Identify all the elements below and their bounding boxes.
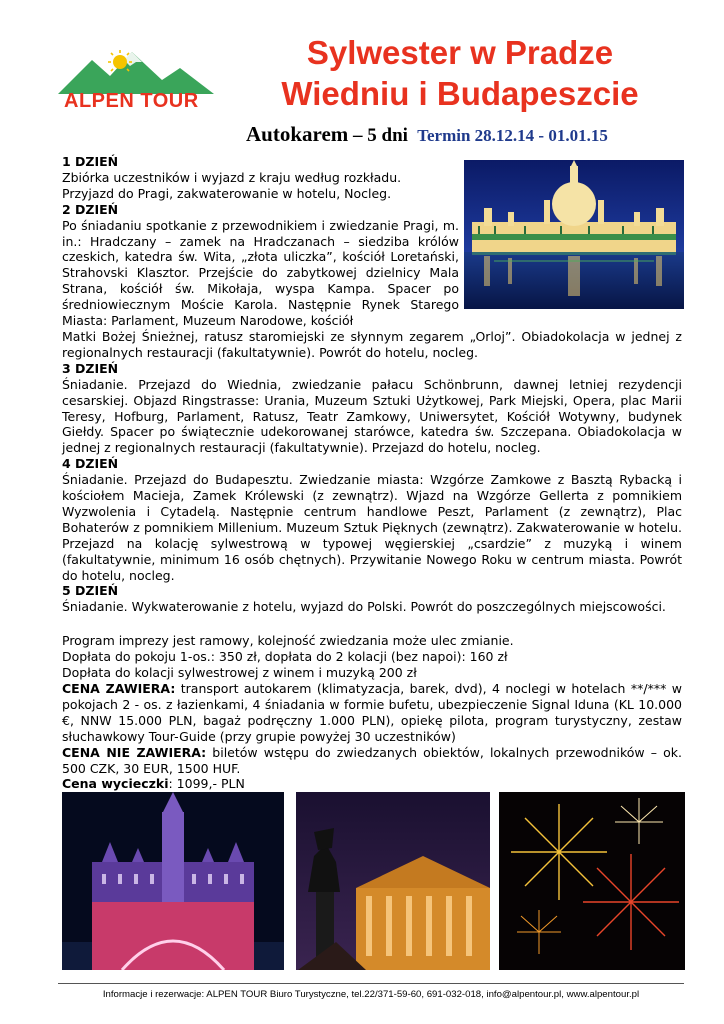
duration-label: – 5 dni <box>348 125 408 146</box>
day-text: Śniadanie. Wykwaterowanie z hotelu, wyjazd do Polski. Powrót do poszczególnych miejscowości. <box>62 599 666 615</box>
cena-nie-zawiera-text: biletów wstępu do zwiedzanych obiektów, lokalnych przewodników – ok. 500 CZK, 30 EUR, 1500 HUF. <box>62 744 682 776</box>
day-heading: 3 DZIEŃ <box>62 360 119 376</box>
footer-divider <box>58 983 684 984</box>
day-line: Zbiórka uczestników i wyjazd z kraju według rozkładu. <box>62 169 402 185</box>
cena-zawiera-text: transport autokarem (klimatyzacja, barek, dvd), 4 noclegi w hotelach **/*** w pokojach 2 - os. z łazienkami, 4 śniadania w formie bufetu, ubezpieczenie Signal Iduna (KL 10.000 €, NNW 15.000 PLN, bagaż podręczny 1.000 PLN), opiekę pilota, program turystyczny, zestaw słuchawkowy Tour-Guide (przy grupie powyżej 30 uczestników) <box>62 681 682 744</box>
cena-zawiera <box>62 681 682 745</box>
trip-subtitle <box>246 122 608 147</box>
day-text: Matki Bożej Śnieżnej, ratusz staromiejski ze słynnym zegarem „Orloj”. Obiadokolacja w jednej z regionalnych restauracji (fakultatywnie). Powrót do hotelu, nocleg. <box>62 328 682 360</box>
vienna-parliament-statue-photo <box>296 792 490 970</box>
trip-description <box>62 154 682 792</box>
footer-contact: Informacje i rezerwacje: ALPEN TOUR Biuro Turystyczne, tel.22/371-59-60, 691-032-018, info@alpentour.pl, www.alpentour.pl <box>102 989 640 1000</box>
mountain-icon <box>58 50 218 94</box>
vienna-city-hall-photo <box>62 792 284 970</box>
logo-text: ALPEN TOUR <box>64 90 199 112</box>
cena-wycieczki-label: Cena wycieczki <box>62 776 169 792</box>
doplata-line: Dopłata do pokoju 1-os.: 350 zł, dopłata do 2 kolacji (bez napoi): 160 zł <box>62 649 508 665</box>
title-line-2: Wiedniu i Budapeszcie <box>281 75 639 112</box>
cena-zawiera-label: CENA ZAWIERA: <box>62 681 176 696</box>
cena-nie-zawiera-label: CENA NIE ZAWIERA: <box>62 744 207 760</box>
cena-nie-zawiera <box>62 745 682 777</box>
alpen-tour-logo <box>58 50 218 118</box>
program-note: Program imprezy jest ramowy, kolejność zwiedzania może ulec zmianie. <box>62 633 514 649</box>
cena-wycieczki <box>62 776 682 792</box>
day-heading: 5 DZIEŃ <box>62 583 119 599</box>
day-text: Po śniadaniu spotkanie z przewodnikiem i zwiedzanie Pragi, m. in.: Hradczany – zamek na Hradczanach – siedziba królów czeskich, katedra św. Wita, „złota uliczka”, kościół Loretański, Strahovski Klasztor. Przejście do zabytkowej dzielnicy Mala Strana, kościół św. Mikołaja, wyspa Kampa. Spacer po średniowiecznym Moście Karola. Następnie Rynek Starego Miasta: Parlament, Muzeum Narodowe, kościół <box>62 217 459 329</box>
termin-label: Termin 28.12.14 - 01.01.15 <box>417 126 608 145</box>
title-line-1: Sylwester w Pradze <box>306 34 614 71</box>
day-line: Przyjazd do Pragi, zakwaterowanie w hotelu, Nocleg. <box>62 185 392 201</box>
page-title <box>240 32 680 114</box>
cena-wycieczki-value: : 1099,- PLN <box>168 776 245 792</box>
day-heading: 1 DZIEŃ <box>62 154 119 169</box>
day-heading: 2 DZIEŃ <box>62 201 119 217</box>
day-text: Śniadanie. Przejazd do Budapesztu. Zwiedzanie miasta: Wzgórze Zamkowe z Basztą Rybacką i kościołem Macieja, Zamek Królewski (z zewnątrz). Wjazd na Wzgórze Gellerta z pomnikiem Wyzwolenia i Cytadelą. Następnie centrum handlowe Peszt, Parlament (z zewnątrz), Plac Bohaterów z pomnikiem Millenium. Muzeum Sztuk Pięknych (zewnątrz). Zakwaterowanie w hotelu. Przejazd na kolację sylwestrową w typowej węgierskiej „csardzie” z muzyką i winem (fakultatywnie, minimum 16 osób chętnych). Przywitanie Nowego Roku w centrum miasta. Powrót do hotelu, nocleg. <box>62 472 682 583</box>
transport-label: Autokarem <box>246 122 349 146</box>
day-heading: 4 DZIEŃ <box>62 456 119 472</box>
day-text: Śniadanie. Przejazd do Wiednia, zwiedzanie pałacu Schönbrunn, dawnej letniej rezydencji cesarskiej. Objazd Ringstrasse: Urania, Muzeum Sztuki Użytkowej, Park Miejski, Opera, plac Marii Teresy, Hofburg, Parlament, Ratusz, Teatr Zamkowy, Uniwersytet, Kościół Wotywny, budynek Giełdy. Spacer po świątecznie udekorowanej starówce, katedra św. Szczepana. Obiadokolacja w jednej z regionalnych restauracji (fakultatywnie). Przejazd do hotelu, nocleg. <box>62 376 682 456</box>
doplata-line: Dopłata do kolacji sylwestrowej z winem i muzyką 200 zł <box>62 665 417 681</box>
fireworks-photo <box>499 792 685 970</box>
